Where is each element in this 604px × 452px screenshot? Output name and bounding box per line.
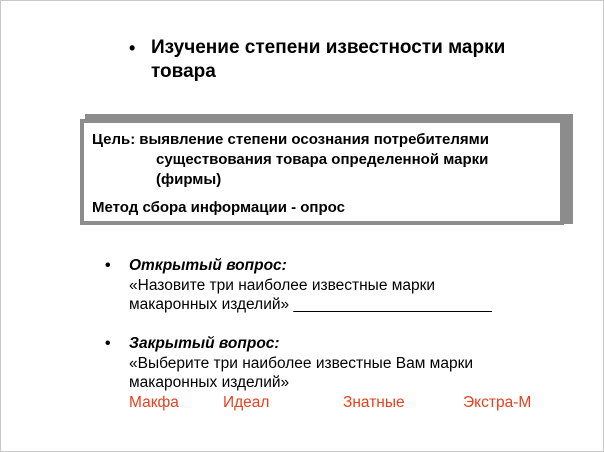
answer-option: Идеал — [223, 393, 270, 411]
goal-text-line2: существования товара определенной марки — [156, 151, 489, 168]
open-question-label: Открытый вопрос: — [129, 257, 287, 274]
closed-question-label: Закрытый вопрос: — [129, 335, 280, 352]
answer-option: Экстра-М — [463, 393, 532, 411]
title-text: Изучение степени известности марки товара — [151, 37, 506, 82]
goal-text-line3: (фирмы) — [156, 171, 222, 188]
goal-text-line1: выявление степени осознания потребителями — [139, 131, 489, 148]
slide-title — [129, 36, 569, 84]
open-question-line1: «Назовите три наиболее известные марки — [129, 276, 436, 294]
closed-question — [105, 334, 575, 413]
goal-line — [92, 130, 552, 150]
open-question-line2: макаронных изделий» _______________________ — [129, 296, 492, 313]
closed-question-line2: макаронных изделий» — [129, 374, 290, 391]
title-bullet-icon: • — [129, 38, 136, 58]
answer-option: Знатные — [343, 393, 405, 411]
bullet-icon: • — [105, 257, 111, 274]
closed-question-line1: «Выберите три наиболее известные Вам марки — [129, 354, 474, 372]
goal-box — [80, 119, 564, 225]
goal-label: Цель: — [92, 131, 136, 148]
bullet-icon: • — [105, 335, 111, 352]
method-text: Метод сбора информации - опрос — [92, 199, 345, 216]
answer-options — [129, 393, 531, 413]
answer-option: Макфа — [129, 393, 179, 411]
open-question — [105, 256, 575, 315]
